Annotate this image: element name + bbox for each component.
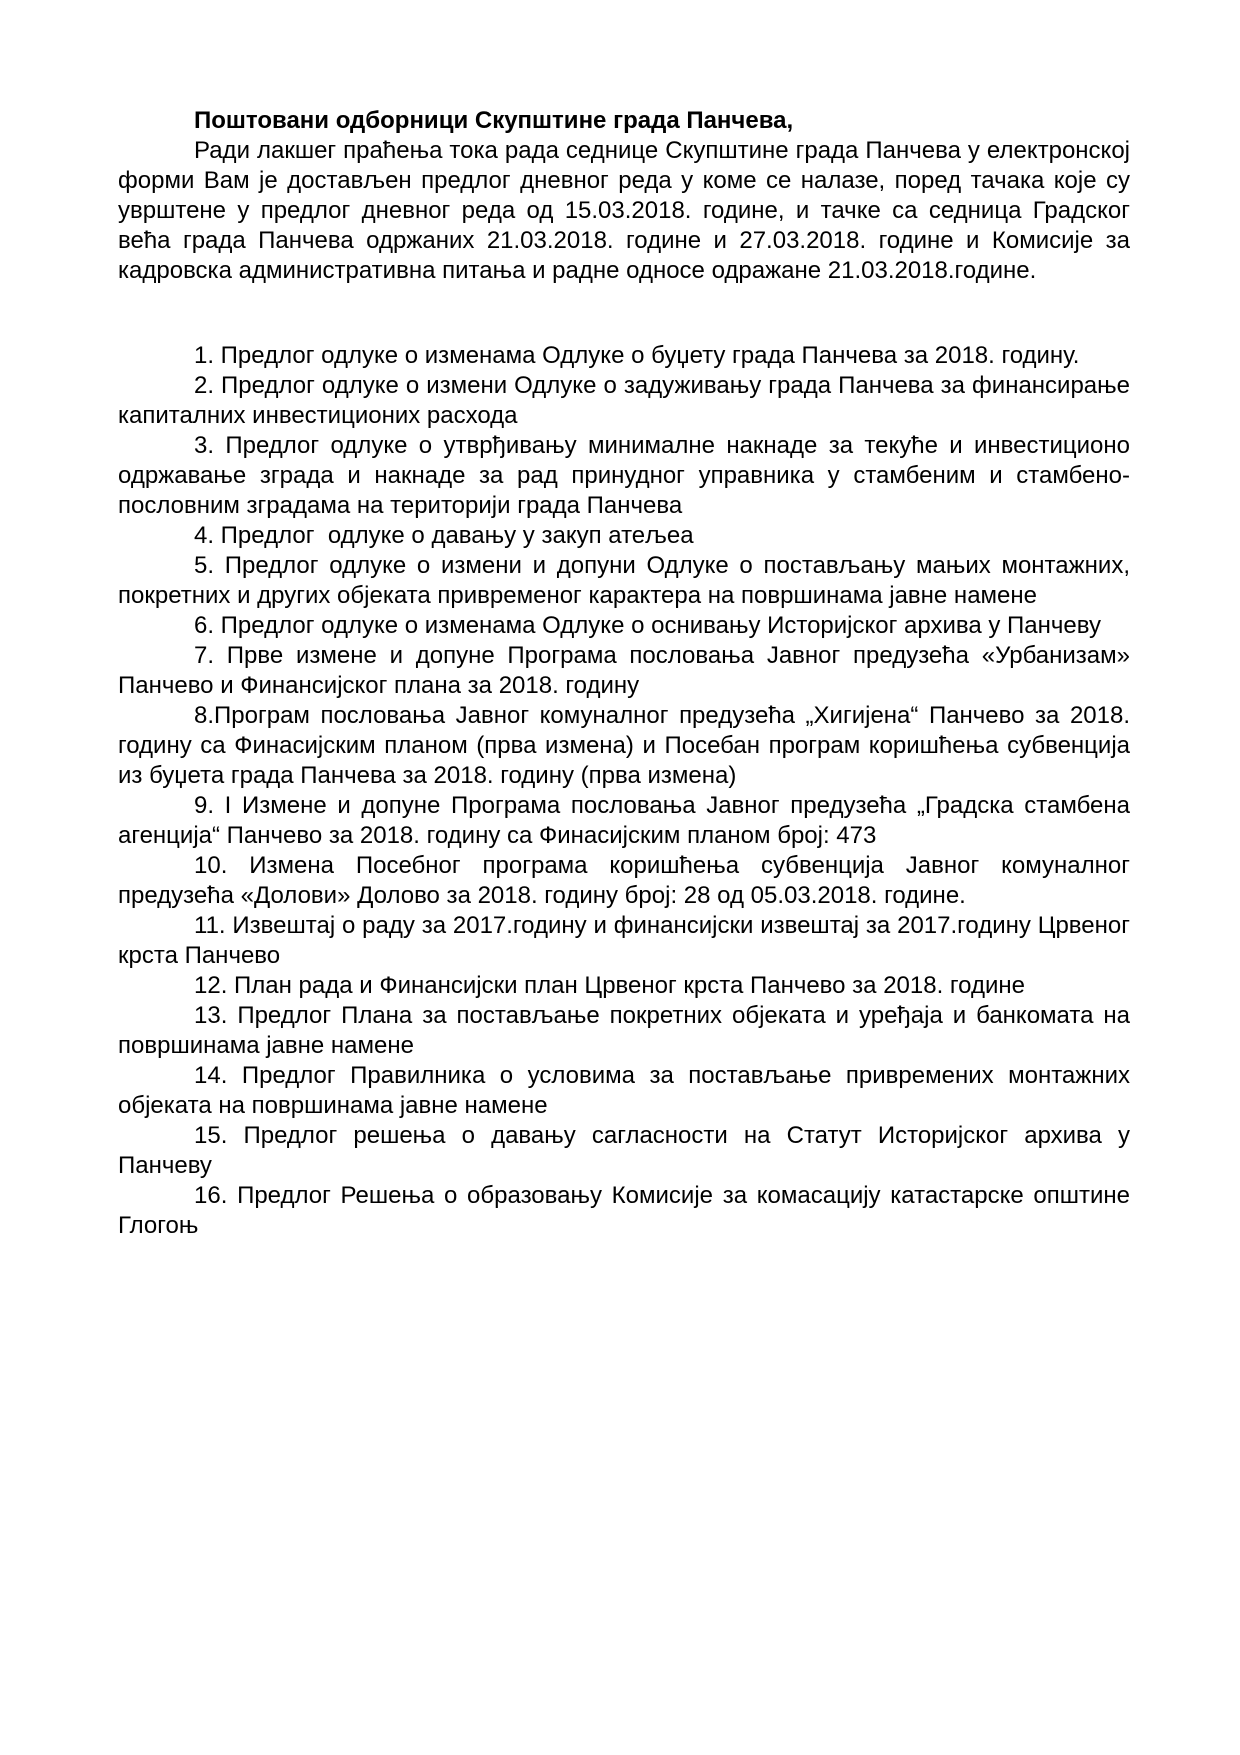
agenda-item-7: 7. Прве измене и допуне Програма пословања Јавног предузећа «Урбанизам» Панчево и Финансијског плана за 2018. годину [118, 642, 1137, 699]
agenda-item-16: 16. Предлог Решења о образовању Комисије за комасацију катастарске општине Глогоњ [118, 1182, 1137, 1239]
agenda-item-1: 1. Предлог одлуке о изменама Одлуке о буџету града Панчева за 2018. годину. [194, 342, 1080, 369]
agenda-item-3: 3. Предлог одлуке о утврђивању минималне накнаде за текуће и инвестиционо одржавање зграда и накнаде за рад принудног управника у стамбеним и стамбено-пословним зградама на територији града Панчева [118, 432, 1137, 519]
intro-paragraph: Ради лакшег праћења тока рада седнице Скупштине града Панчева у електронској форми Вам је достављен предлог дневног реда у коме се налазе, поред тачака које су уврштене у предлог дневног реда од 15.03.2018. године, и тачке са седница Градског већа града Панчева одржаних 21.03.2018. године и 27.03.2018. године и Комисије за кадровска административна питања и радне односе одражане 21.03.2018.године. [118, 137, 1137, 284]
agenda-item-11: 11. Извештај о раду за 2017.годину и финансијски извештај за 2017.годину Црвеног крста Панчево [118, 912, 1137, 969]
agenda-item-12: 12. План рада и Финансијски план Црвеног крста Панчево за 2018. године [194, 972, 1025, 999]
salutation-heading: Поштовани одборници Скупштине града Панчева, [194, 107, 794, 134]
agenda-item-9: 9. I Измене и допуне Програма пословања Јавног предузећа „Градска стамбена агенција“ Панчево за 2018. годину са Финасијским планом број: 473 [118, 792, 1137, 849]
agenda-item-14: 14. Предлог Правилника о условима за постављање привремених монтажних објеката на површинама јавне намене [118, 1062, 1137, 1119]
agenda-item-5: 5. Предлог одлуке о измени и допуни Одлуке о постављању мањих монтажних, покретних и других објеката привременог карактера на површинама јавне намене [118, 552, 1137, 609]
agenda-item-2: 2. Предлог одлуке о измени Одлуке о задуживању града Панчева за финансирање капиталних инвестиционих расхода [118, 372, 1137, 429]
agenda-item-8: 8.Програм пословања Јавног комуналног предузећа „Хигијена“ Панчево за 2018. годину са Финасијским планом (прва измена) и Посебан програм коришћења субвенција из буџета града Панчева за 2018. годину (прва измена) [118, 702, 1137, 789]
agenda-item-15: 15. Предлог решења о давању сагласности на Статут Историјског архива у Панчеву [118, 1122, 1137, 1179]
agenda-item-10: 10. Измена Посебног програма коришћења субвенција Јавног комуналног предузећа «Долови» Долово за 2018. годину број: 28 од 05.03.2018. године. [118, 852, 1137, 909]
agenda-item-13: 13. Предлог Плана за постављање покретних објеката и уређаја и банкомата на површинама јавне намене [118, 1002, 1137, 1059]
agenda-item-6: 6. Предлог одлуке о изменама Одлуке о оснивању Историјског архива у Панчеву [194, 612, 1101, 639]
agenda-list [118, 341, 1137, 1241]
agenda-item-4: 4. Предлог одлуке о давању у закуп атељеа [194, 522, 694, 549]
